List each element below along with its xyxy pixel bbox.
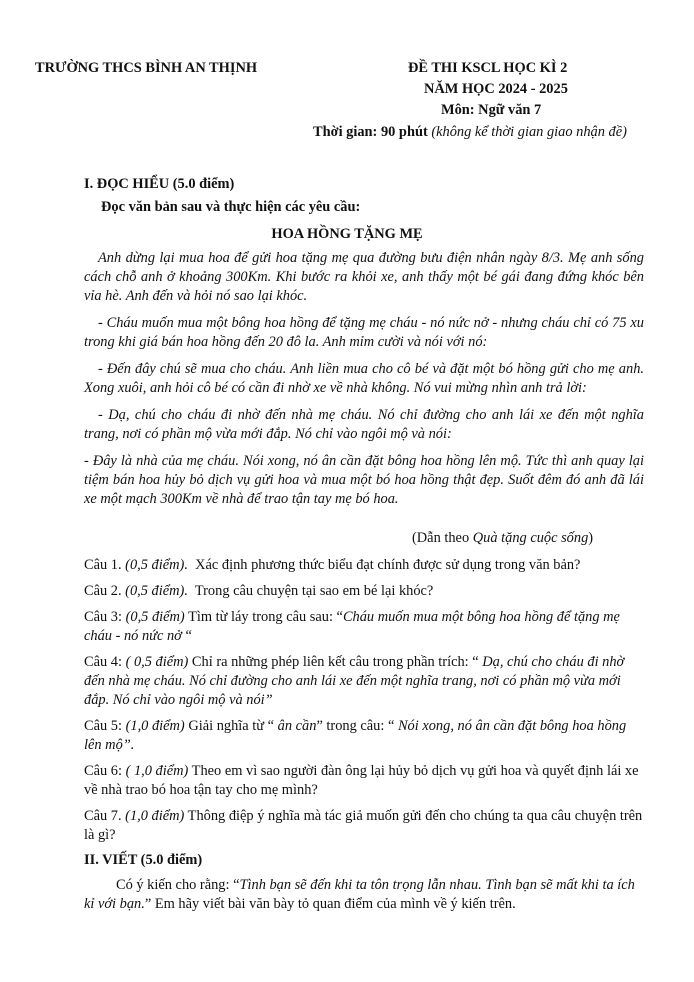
- question-points: (1,0 điểm): [125, 718, 185, 734]
- prompt-suffix: ” Em hãy viết bài văn bày tỏ quan điểm của mình về ý kiến trên.: [144, 896, 516, 912]
- section-writing-heading: II. VIẾT (5.0 điểm): [84, 852, 203, 868]
- question-list: [84, 556, 644, 845]
- source-title: Quà tặng cuộc sống: [472, 530, 589, 546]
- question-label: Câu 4:: [84, 654, 126, 670]
- story-paragraph: - Đến đây chú sẽ mua cho cháu. Anh liền mua cho cô bé và đặt một bó hồng gửi cho mẹ anh. Xong xuôi, anh hỏi cô bé có cần đi nhờ xe về nhà không. Nó vui mừng nhìn anh trả lời:: [84, 361, 644, 396]
- question-text: Giải nghĩa từ “: [184, 718, 278, 734]
- question-points: (0,5 điểm).: [125, 583, 188, 599]
- question-5: [84, 717, 644, 755]
- question-label: Câu 7.: [84, 808, 126, 824]
- question-text: Chỉ ra những phép liên kết câu trong phần trích: “: [188, 654, 483, 670]
- section-reading-heading: I. ĐỌC HIỂU (5.0 điểm): [84, 176, 235, 192]
- question-tail: “: [181, 628, 192, 644]
- question-label: Câu 2.: [84, 583, 126, 599]
- story-title: HOA HỒNG TẶNG MẸ: [271, 226, 423, 242]
- story-text: [84, 249, 644, 509]
- question-2: [84, 582, 644, 601]
- question-points: (0,5 điểm).: [125, 557, 188, 573]
- question-text: Thông điệp ý nghĩa mà tác giả muốn gửi đến cho chúng ta qua câu chuyện trên là gì?: [84, 808, 643, 843]
- time-label: Thời gian: 90 phút: [313, 124, 428, 140]
- prompt-quote: Tình bạn sẽ đến khi ta tôn trọng lẫn nhau. Tình bạn sẽ mất khi ta ích kỉ với bạn.: [84, 877, 635, 912]
- story-paragraph: - Cháu muốn mua một bông hoa hồng để tặng mẹ cháu - nó nức nở - nhưng cháu chỉ có 75 xu trong khi giá bán hoa hồng đến 20 đô la. Anh mỉm cười và nói với nó:: [84, 315, 644, 350]
- story-source: [412, 530, 593, 547]
- exam-time: [313, 124, 627, 141]
- question-points: ( 1,0 điểm): [125, 763, 189, 779]
- school-name: TRƯỜNG THCS BÌNH AN THỊNH: [35, 60, 258, 76]
- question-4: [84, 653, 644, 710]
- prompt-prefix: Có ý kiến cho rằng: “: [116, 877, 240, 893]
- question-text: Tìm từ láy trong câu sau: “: [184, 609, 343, 625]
- question-label: Câu 5:: [84, 718, 126, 734]
- source-prefix: (Dẫn theo: [412, 530, 473, 546]
- question-quote: ân cần: [277, 718, 317, 734]
- question-label: Câu 1.: [84, 557, 126, 573]
- story-paragraph: - Dạ, chú cho cháu đi nhờ đến nhà mẹ cháu. Nó chỉ đường cho anh lái xe đến một nghĩa trang, nơi có phần mộ vừa mới đắp. Nó chỉ vào ngôi mộ và nói:: [84, 407, 644, 442]
- question-quote: Nói xong, nó ân cần đặt bông hoa hồng lên mộ”.: [84, 718, 627, 753]
- exam-title: ĐỀ THI KSCL HỌC KÌ 2: [408, 60, 568, 76]
- school-year: NĂM HỌC 2024 - 2025: [424, 81, 568, 97]
- question-text: Theo em vì sao người đàn ông lại hủy bỏ dịch vụ gửi hoa và quyết định lái xe về nhà trao bó hoa tận tay cho mẹ mình?: [84, 763, 639, 798]
- question-tail: ” trong câu: “: [316, 718, 398, 734]
- question-points: ( 0,5 điểm): [125, 654, 189, 670]
- question-6: [84, 762, 644, 800]
- reading-instruction: Đọc văn bản sau và thực hiện các yêu cầu:: [101, 199, 361, 215]
- story-paragraph: - Đây là nhà của mẹ cháu. Nói xong, nó ân cần đặt bông hoa hồng lên mộ. Tức thì anh quay lại tiệm bán hoa hủy bỏ dịch vụ gửi hoa và mua một bó hoa hồng thật đẹp. Suốt đêm đó anh đã lái xe một mạch 300Km về nhà để trao tận tay mẹ bó hoa.: [84, 453, 644, 507]
- question-quote: Dạ, chú cho cháu đi nhờ đến nhà mẹ cháu. Nó chỉ đường cho anh lái xe đến một nghĩa trang, nơi có phần mộ vừa mới đắp. Nó chỉ vào ngôi mộ và nói”: [84, 654, 625, 708]
- subject: Môn: Ngữ văn 7: [441, 102, 542, 118]
- time-note: (không kể thời gian giao nhận đề): [431, 124, 627, 140]
- question-points: (1,0 điểm): [125, 808, 185, 824]
- question-text: Xác định phương thức biểu đạt chính được sử dụng trong văn bản?: [187, 557, 581, 573]
- question-label: Câu 3:: [84, 609, 126, 625]
- source-suffix: ): [588, 530, 594, 546]
- story-paragraph: Anh dừng lại mua hoa để gửi hoa tặng mẹ qua đường bưu điện nhân ngày 8/3. Mẹ anh sống cách chỗ anh ở khoảng 300Km. Khi bước ra khỏi xe, anh thấy một bé gái đang đứng khóc bên vỉa hè. Anh đến và hỏi nó sao lại khóc.: [84, 250, 644, 304]
- question-points: (0,5 điểm): [125, 609, 185, 625]
- question-7: [84, 807, 644, 845]
- question-text: Trong câu chuyện tại sao em bé lại khóc?: [187, 583, 434, 599]
- question-quote: Cháu muốn mua một bông hoa hồng để tặng mẹ cháu - nó nức nở: [84, 609, 620, 644]
- question-1: [84, 556, 644, 575]
- question-label: Câu 6:: [84, 763, 126, 779]
- question-3: [84, 608, 644, 646]
- writing-prompt: [84, 876, 644, 914]
